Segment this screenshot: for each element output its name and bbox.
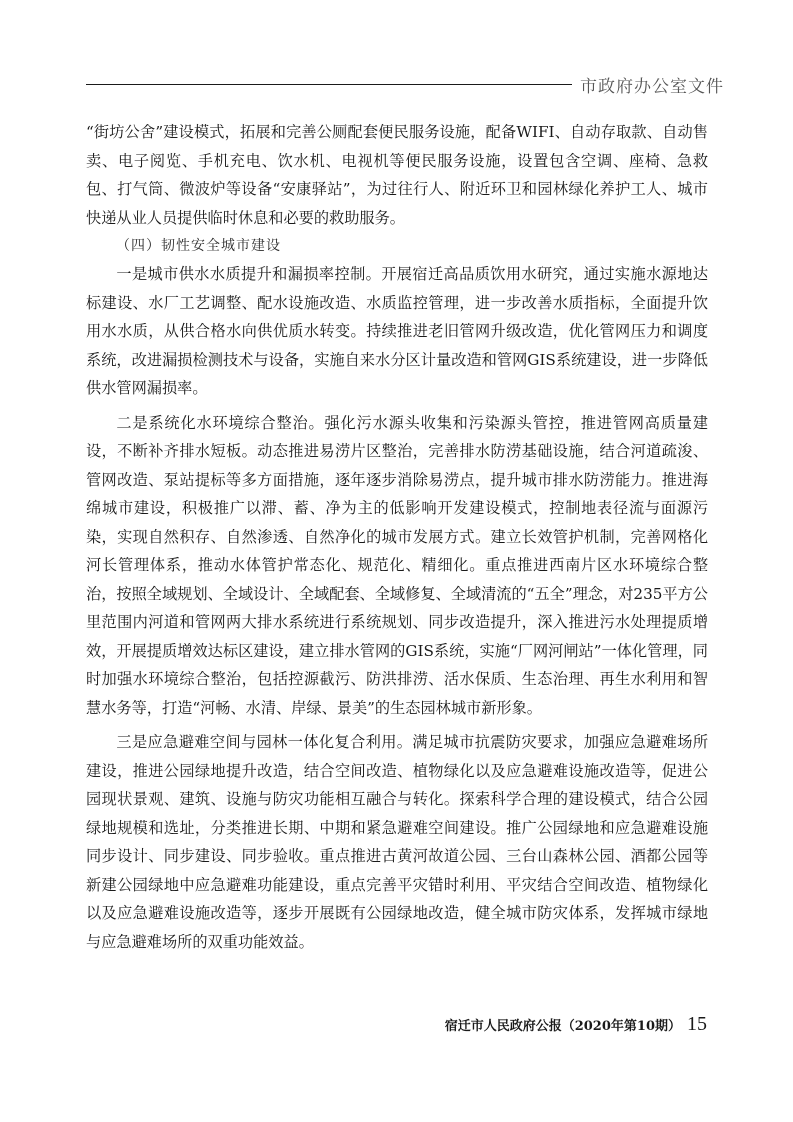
document-body (86, 118, 708, 1018)
page-footer (445, 1013, 707, 1041)
header-rule (86, 84, 572, 85)
section-subheading: （四）韧性安全城市建设 (116, 238, 281, 254)
footer-publication: 宿迁市人民政府公报（2020年第10期） (444, 1019, 681, 1034)
paragraph-water-environment: 二是系统化水环境综合整治。强化污水源头收集和污染源头管控，推进管网高质量建设，不断补齐排水短板。动态推进易涝片区整治，完善排水防涝基础设施，结合河道疏浚、管网改造、泵站提标等多方面措施，逐年逐步消除易涝点，提升城市排水防涝能力。推进海绵城市建设，积极推广以滞、蓄、净为主的低影响开发建设模式，控制地表径流与面源污染，实现自然积存、自然渗透、自然净化的城市发展方式。建立长效管护机制，完善网格化河长管理体系，推动水体管护常态化、规范化、精细化。重点推进西南片区水环境综合整治，按照全域规划、全域设计、全域配套、全域修复、全域清流的“五全”理念，对235平方公里范围内河道和管网两大排水系统进行系统规划、同步改造提升，深入推进污水处理提质增效，开展提质增效达标区建设，建立排水管网的GIS系统，实施“厂网河闸站”一体化管理，同时加强水环境综合整治，包括控源截污、防洪排涝、活水保质、生态治理、再生水利用和智慧水务等，打造“河畅、水清、岸绿、景美”的生态园林城市新形象。 (86, 413, 708, 717)
header-title: 市政府办公室文件 (580, 77, 724, 97)
page-header (86, 68, 724, 102)
paragraph-water-supply: 一是城市供水水质提升和漏损率控制。开展宿迁高品质饮用水研究，通过实施水源地达标建设、水厂工艺调整、配水设施改造、水质监控管理，进一步改善水质指标，全面提升饮用水水质，从供合格水向供优质水转变。持续推进老旧管网升级改造，优化管网压力和调度系统，改进漏损检测技术与设备，实施自来水分区计量改造和管网GIS系统建设，进一步降低供水管网漏损率。 (86, 265, 708, 397)
page-number: 15 (687, 1013, 707, 1035)
paragraph-emergency-shelter: 三是应急避难空间与园林一体化复合利用。满足城市抗震防灾要求，加强应急避难场所建设，推进公园绿地提升改造，结合空间改造、植物绿化以及应急避难设施改造等，促进公园现状景观、建筑、设施与防灾功能相互融合与转化。探索科学合理的建设模式，结合公园绿地规模和选址，分类推进长期、中期和紧急避难空间建设。推广公园绿地和应急避难设施同步设计、同步建设、同步验收。重点推进古黄河故道公园、三台山森林公园、酒都公园等新建公园绿地中应急避难功能建设，重点完善平灾错时利用、平灾结合空间改造、植物绿化以及应急避难设施改造等，逐步开展既有公园绿地改造，健全城市防灾体系，发挥城市绿地与应急避难场所的双重功能效益。 (86, 733, 708, 951)
paragraph-continuation: “街坊公舍”建设模式，拓展和完善公厕配套便民服务设施，配备WIFI、自动存取款、自动售卖、电子阅览、手机充电、饮水机、电视机等便民服务设施，设置包含空调、座椅、急救包、打气筒、微波炉等设备“安康驿站”，为过往行人、附近环卫和园林绿化养护工人、城市快递从业人员提供临时休息和必要的救助服务。 (86, 123, 708, 227)
